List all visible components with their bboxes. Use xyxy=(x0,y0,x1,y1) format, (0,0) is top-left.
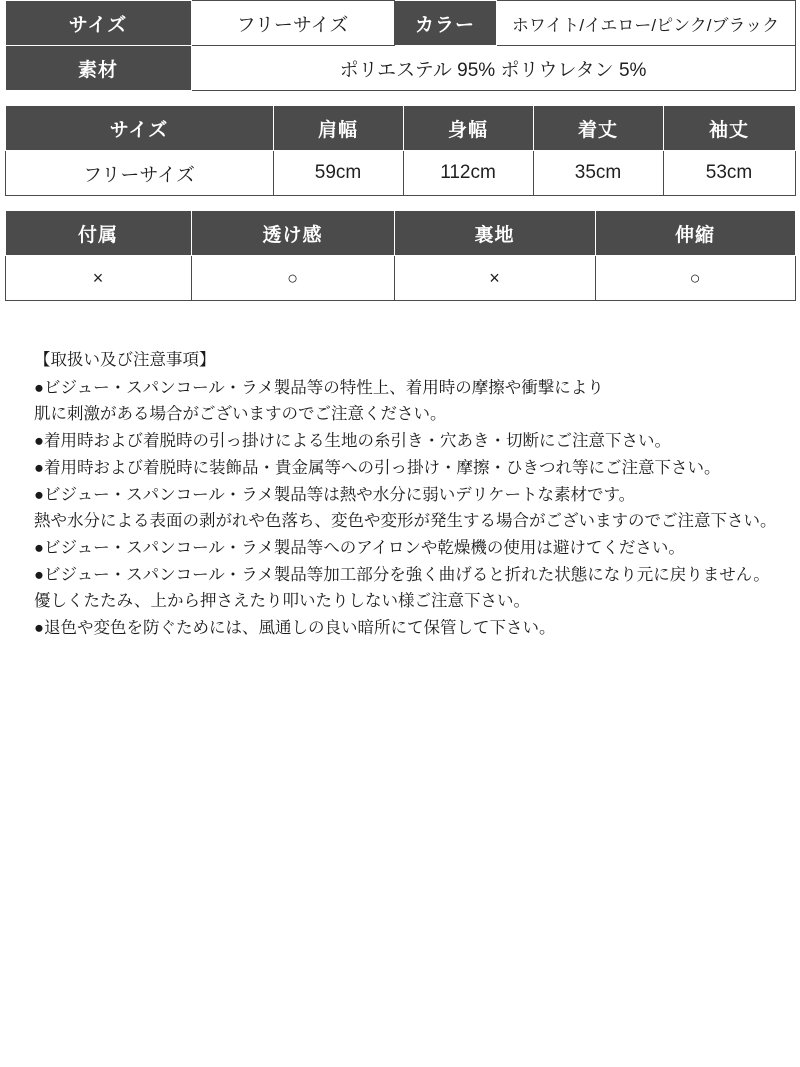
table-header-row xyxy=(5,211,795,256)
care-note-line: ●ビジュー・スパンコール・ラメ製品等加工部分を強く曲げると折れた状態になり元に戻りません。 xyxy=(34,565,770,584)
measure-header-sleeve: 袖丈 xyxy=(663,106,795,151)
care-note-line: ●着用時および着脱時に装飾品・貴金属等への引っ掛け・摩擦・ひきつれ等にご注意下さい。 xyxy=(34,458,721,477)
measure-value-shoulder: 59cm xyxy=(273,151,403,196)
table-row xyxy=(5,1,795,46)
attr-value-stretch: ○ xyxy=(595,256,795,301)
attr-header-sheerness: 透け感 xyxy=(191,211,394,256)
size-label: サイズ xyxy=(5,1,191,46)
table-row xyxy=(5,256,795,301)
table-header-row xyxy=(5,106,795,151)
table-spacer-2 xyxy=(0,196,800,210)
care-note-line: ●ビジュー・スパンコール・ラメ製品等へのアイロンや乾燥機の使用は避けてください。 xyxy=(34,539,685,558)
table-spacer xyxy=(0,91,800,105)
care-note-line: 優しくたたみ、上から押さえたり叩いたりしない様ご注意下さい。 xyxy=(34,592,530,611)
color-value: ホワイト/イエロー/ピンク/ブラック xyxy=(496,1,795,46)
attr-value-sheerness: ○ xyxy=(191,256,394,301)
material-value: ポリエステル 95% ポリウレタン 5% xyxy=(191,46,795,91)
measure-header-size: サイズ xyxy=(5,106,273,151)
measure-value-bust: 112cm xyxy=(403,151,533,196)
care-note-line: ●ビジュー・スパンコール・ラメ製品等の特性上、着用時の摩擦や衝撃により xyxy=(34,378,604,397)
table-row xyxy=(5,151,795,196)
basic-info-table xyxy=(5,0,796,91)
care-note-line: 熱や水分による表面の剥がれや色落ち、変色や変形が発生する場合がございますのでご注意下さい。 xyxy=(34,512,777,531)
table-row xyxy=(5,46,795,91)
attr-header-stretch: 伸縮 xyxy=(595,211,795,256)
measurement-table xyxy=(5,105,796,196)
care-notes xyxy=(34,347,800,642)
care-note-line: ●着用時および着脱時の引っ掛けによる生地の糸引き・穴あき・切断にご注意下さい。 xyxy=(34,432,671,451)
care-note-line: ●ビジュー・スパンコール・ラメ製品等は熱や水分に弱いデリケートな素材です。 xyxy=(34,485,636,504)
measure-value-size: フリーサイズ xyxy=(5,151,273,196)
size-value: フリーサイズ xyxy=(191,1,394,46)
measure-header-bust: 身幅 xyxy=(403,106,533,151)
attr-value-lining: × xyxy=(394,256,595,301)
attr-header-accessory: 付属 xyxy=(5,211,191,256)
material-label: 素材 xyxy=(5,46,191,91)
measure-header-length: 着丈 xyxy=(533,106,663,151)
measure-header-shoulder: 肩幅 xyxy=(273,106,403,151)
measure-value-sleeve: 53cm xyxy=(663,151,795,196)
care-notes-title: 【取扱い及び注意事項】 xyxy=(34,351,216,369)
color-label: カラー xyxy=(394,1,496,46)
care-note-line: ●退色や変色を防ぐためには、風通しの良い暗所にて保管して下さい。 xyxy=(34,619,556,638)
attr-value-accessory: × xyxy=(5,256,191,301)
measure-value-length: 35cm xyxy=(533,151,663,196)
attribute-table xyxy=(5,210,796,301)
attr-header-lining: 裏地 xyxy=(394,211,595,256)
care-note-line: 肌に刺激がある場合がございますのでご注意ください。 xyxy=(34,405,447,424)
